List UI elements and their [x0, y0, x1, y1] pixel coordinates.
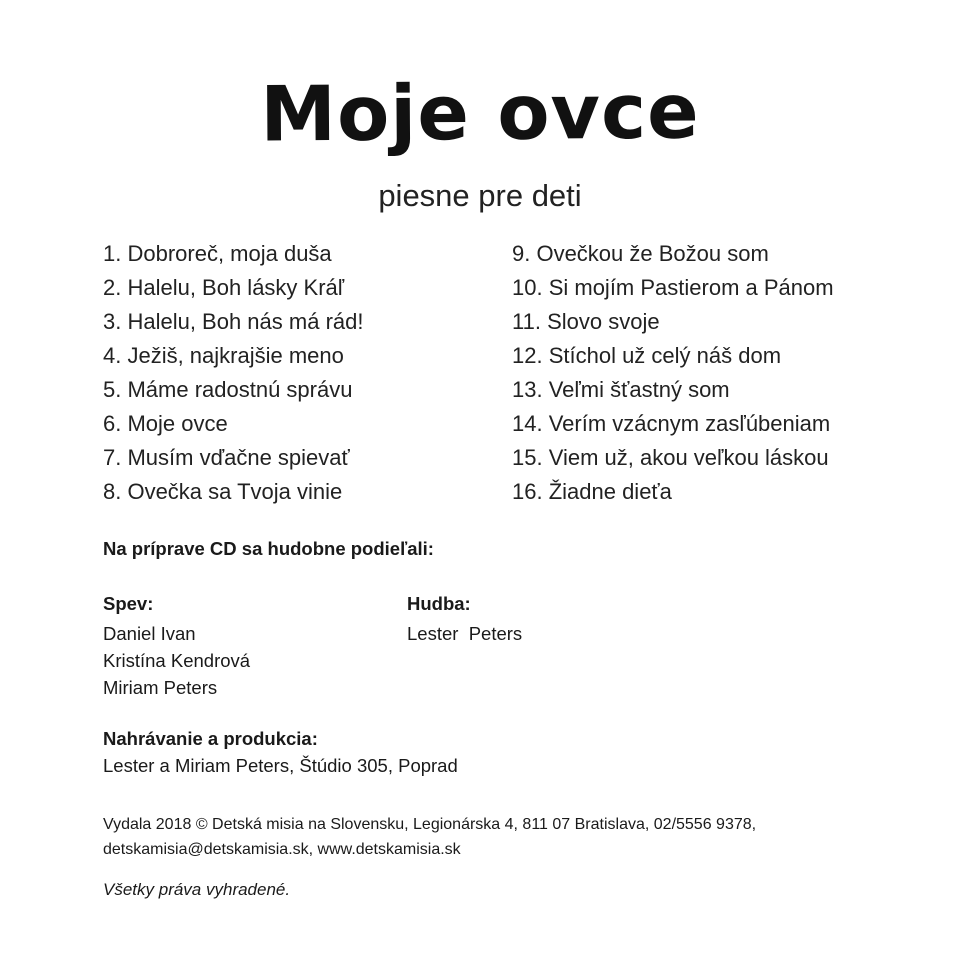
publisher-line: Vydala 2018 © Detská misia na Slovensku, Legionárska 4, 811 07 Bratislava, 02/5556 9378, [103, 816, 757, 833]
album-subtitle: piesne pre deti [378, 178, 582, 213]
credits-heading: Na príprave CD sa hudobne podieľali: [103, 538, 434, 559]
track-item: 7. Musím vďačne spievať [103, 445, 350, 470]
track-item: 16. Žiadne dieťa [512, 479, 672, 504]
production-text: Lester a Miriam Peters, Štúdio 305, Poprad [103, 755, 458, 776]
track-item: 14. Verím vzácnym zasľúbeniam [512, 411, 831, 436]
track-item: 2. Halelu, Boh lásky Kráľ [103, 275, 345, 300]
track-item: 3. Halelu, Boh nás má rád! [103, 309, 364, 334]
vocalist-name: Daniel Ivan [103, 623, 196, 644]
track-item: 9. Ovečkou že Božou som [512, 241, 769, 266]
vocalist-name: Miriam Peters [103, 677, 218, 698]
track-item: 11. Slovo svoje [512, 309, 660, 334]
track-item: 13. Veľmi šťastný som [512, 377, 730, 402]
rights-notice: Všetky práva vyhradené. [103, 880, 291, 899]
track-item: 8. Ovečka sa Tvoja vinie [103, 479, 343, 504]
tracklist-left [103, 237, 363, 509]
publisher-contact: detskamisia@detskamisia.sk, www.detskamisia.sk [103, 841, 461, 858]
track-item: 4. Ježiš, najkrajšie meno [103, 343, 344, 368]
music-label: Hudba: [407, 593, 471, 614]
track-item: 10. Si mojím Pastierom a Pánom [512, 275, 834, 300]
music-name: Lester Peters [407, 623, 523, 644]
track-item: 1. Dobroreč, moja duša [103, 241, 332, 266]
vocalist-name: Kristína Kendrová [103, 650, 251, 671]
track-item: 6. Moje ovce [103, 411, 228, 436]
vocals-list [103, 620, 250, 701]
production-label: Nahrávanie a produkcia: [103, 728, 318, 749]
publisher-info [103, 812, 756, 862]
vocals-label: Spev: [103, 593, 154, 614]
track-item: 5. Máme radostnú správu [103, 377, 353, 402]
track-item: 12. Stíchol už celý náš dom [512, 343, 782, 368]
tracklist-right [512, 237, 834, 509]
album-title: Moje ovce [260, 66, 700, 159]
track-item: 15. Viem už, akou veľkou láskou [512, 445, 829, 470]
